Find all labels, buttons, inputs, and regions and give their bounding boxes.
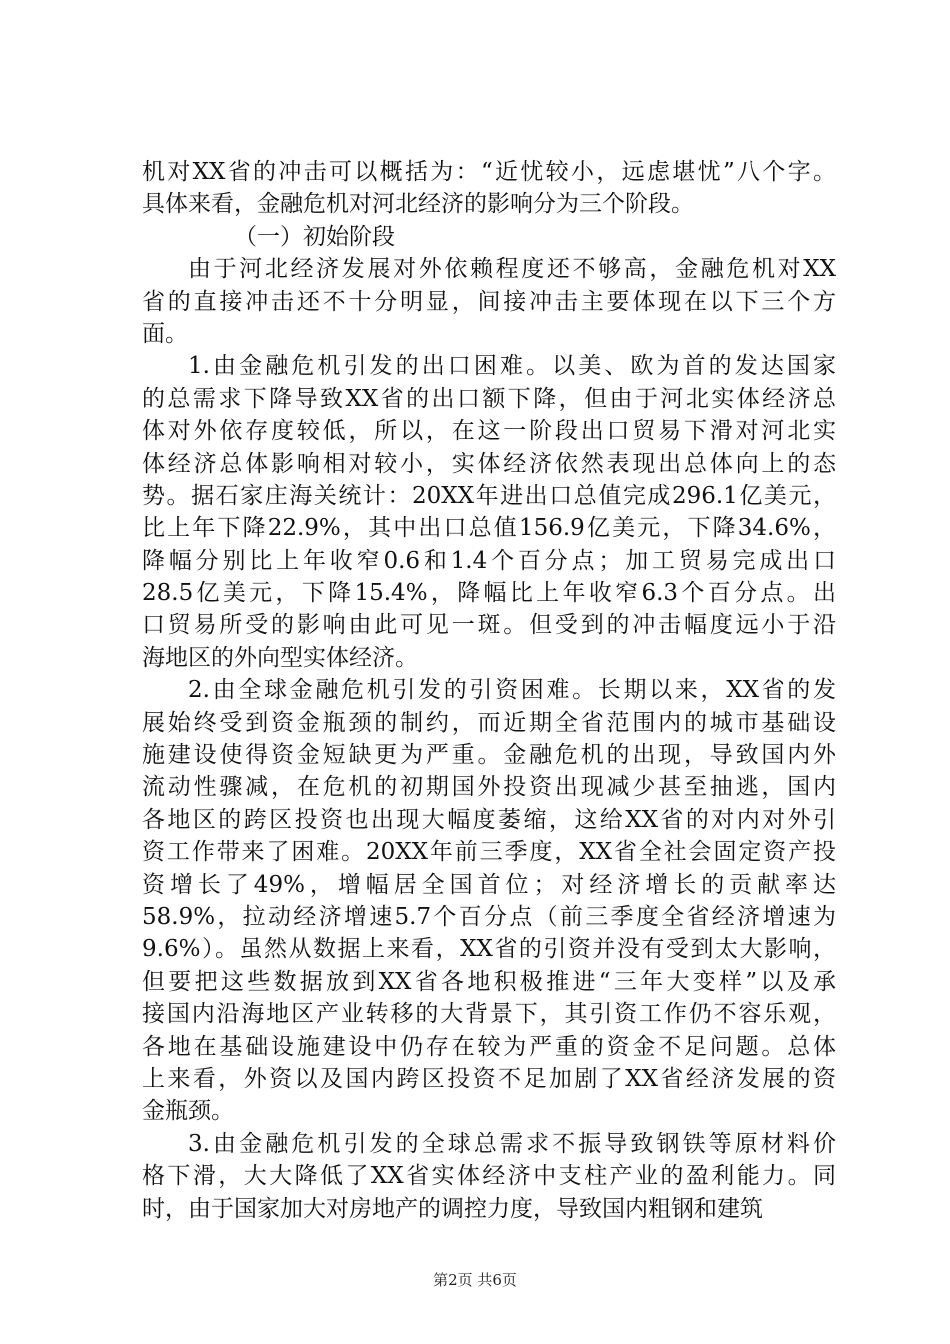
text-line: 格下滑，大大降低了XX省实体经济中支柱产业的盈利能力。同 — [142, 1163, 836, 1190]
text-line: 口贸易所受的影响由此可见一斑。但受到的冲击幅度远小于沿 — [142, 612, 836, 639]
text-line: 的总需求下降导致XX省的出口额下降，但由于河北实体经济总 — [142, 385, 836, 412]
paragraph-intro — [142, 156, 836, 221]
text-line: 体对外依存度较低，所以，在这一阶段出口贸易下滑对河北实 — [142, 418, 836, 445]
text-line: 施建设使得资金短缺更为严重。金融危机的出现，导致国内外 — [142, 742, 836, 769]
text-line: 各地区的跨区投资也出现大幅度萎缩，这给XX省的对内对外引 — [142, 806, 836, 833]
text-line: 但要把这些数据放到XX省各地积极推进“三年大变样”以及承 — [142, 968, 836, 995]
text-line: 具体来看，金融危机对河北经济的影响分为三个阶段。 — [142, 191, 694, 218]
text-line: 各地在基础设施建设中仍存在较为严重的资金不足问题。总体 — [142, 1033, 836, 1060]
text-line: 面。 — [142, 320, 188, 347]
paragraph-point-2 — [142, 674, 836, 1127]
text-line: 接国内沿海地区产业转移的大背景下，其引资工作仍不容乐观， — [142, 1001, 836, 1028]
text-line: 海地区的外向型实体经济。 — [142, 644, 418, 671]
text-line: 资工作带来了困难。20XX年前三季度，XX省全社会固定资产投 — [142, 839, 836, 866]
text-line: （一）初始阶段 — [234, 223, 395, 250]
text-line: 28.5亿美元，下降15.4%，降幅比上年收窄6.3个百分点。出 — [142, 580, 836, 607]
text-line: 3.由金融危机引发的全球总需求不振导致钢铁等原材料价 — [188, 1130, 836, 1157]
paragraph-point-3 — [142, 1128, 836, 1225]
text-line: 比上年下降22.9%，其中出口总值156.9亿美元，下降34.6%， — [142, 515, 836, 542]
text-line: 流动性骤减，在危机的初期国外投资出现减少甚至抽逃，国内 — [142, 774, 836, 801]
text-line: 机对XX省的冲击可以概括为：“近忧较小，远虑堪忧”八个字。 — [142, 159, 836, 185]
text-line: 58.9%，拉动经济增速5.7个百分点（前三季度全省经济增速为 — [142, 903, 836, 930]
paragraph-overview — [142, 253, 836, 350]
text-line: 1.由金融危机引发的出口困难。以美、欧为首的发达国家 — [188, 353, 836, 380]
text-line: 上来看，外资以及国内跨区投资不足加剧了XX省经济发展的资 — [142, 1065, 836, 1092]
text-line: 9.6%）。虽然从数据上来看，XX省的引资并没有受到太大影响， — [142, 936, 836, 963]
text-line: 资增长了49%，增幅居全国首位；对经济增长的贡献率达 — [142, 871, 836, 898]
paragraph-point-1 — [142, 350, 836, 674]
text-line: 降幅分别比上年收窄0.6和1.4个百分点；加工贸易完成出口 — [142, 547, 836, 574]
text-line: 金瓶颈。 — [142, 1098, 234, 1125]
text-line: 省的直接冲击还不十分明显，间接冲击主要体现在以下三个方 — [142, 288, 836, 315]
text-line: 体经济总体影响相对较小，实体经济依然表现出总体向上的态 — [142, 450, 836, 477]
section-heading — [142, 221, 836, 253]
document-body — [142, 156, 836, 1225]
text-line: 2.由全球金融危机引发的引资困难。长期以来，XX省的发 — [188, 677, 836, 704]
text-line: 由于河北经济发展对外依赖程度还不够高，金融危机对XX — [188, 256, 836, 283]
page-footer: 第2页 共6页 — [433, 1271, 517, 1289]
text-line: 势。据石家庄海关统计：20XX年进出口总值完成296.1亿美元， — [142, 482, 836, 509]
text-line: 时，由于国家加大对房地产的调控力度，导致国内粗钢和建筑 — [142, 1195, 763, 1222]
text-line: 展始终受到资金瓶颈的制约，而近期全省范围内的城市基础设 — [142, 709, 836, 736]
